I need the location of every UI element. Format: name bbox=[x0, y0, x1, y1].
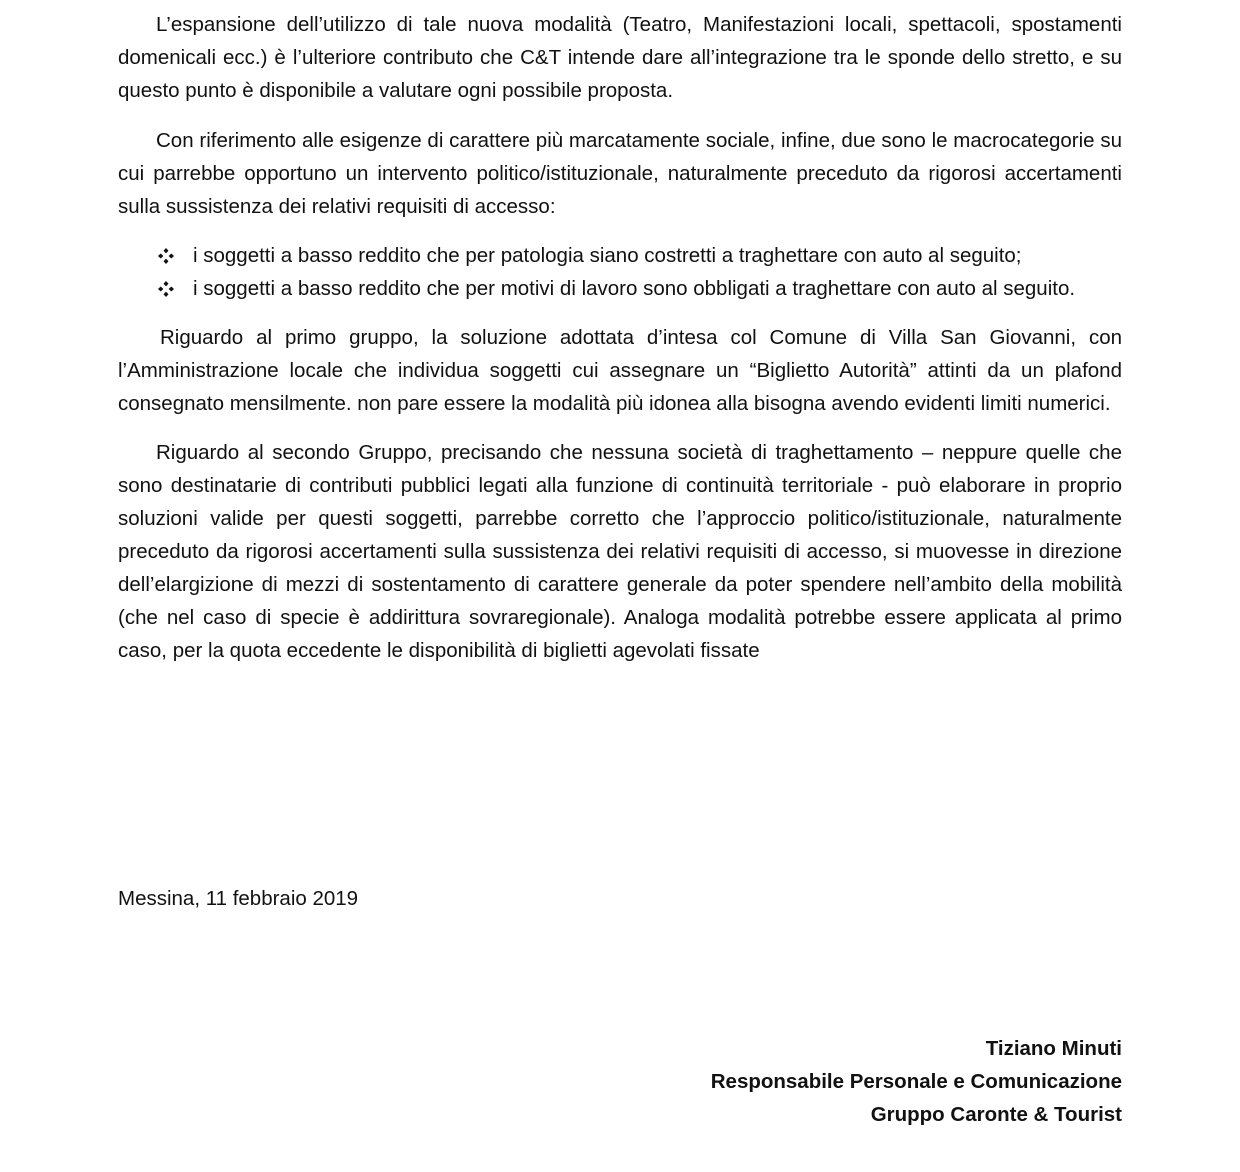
bullet-text: i soggetti a basso reddito che per motivi di lavoro sono obbligati a traghettare con auto al seguito. bbox=[193, 277, 1076, 300]
letter-body bbox=[118, 8, 1122, 667]
bullet-list bbox=[118, 239, 1122, 305]
paragraph-4: Riguardo al secondo Gruppo, precisando che nessuna società di traghettamento – neppure quelle che sono destinatarie di contributi pubblici legati alla funzione di continuità territoriale - può elaborare in proprio soluzioni valide per questi soggetti, parrebbe corretto che l’approccio politico/istituzionale, naturalmente preceduto da rigorosi accertamenti sulla sussistenza dei relativi requisiti di accesso, si muovesse in direzione dell’elargizione di mezzi di sostentamento di carattere generale da poter spendere nell’ambito della mobilità (che nel caso di specie è addirittura sovraregionale). Analoga modalità potrebbe essere applicata al primo caso, per la quota eccedente le disponibilità di biglietti agevolati fissate bbox=[118, 441, 1122, 662]
signatory-name: Tiziano Minuti bbox=[985, 1037, 1122, 1060]
paragraph-3: Riguardo al primo gruppo, la soluzione adottata d’intesa col Comune di Villa San Giovanni, con l’Amministrazione locale che individua soggetti cui assegnare un “Biglietto Autorità” attinti da un plafond consegnato mensilmente. non pare essere la modalità più idonea alla bisogna avendo evidenti limiti numerici. bbox=[118, 326, 1122, 415]
paragraph-2: Con riferimento alle esigenze di carattere più marcatamente sociale, infine, due sono le macrocategorie su cui parrebbe opportuno un intervento politico/istituzionale, naturalmente preceduto da rigorosi accertamenti sulla sussistenza dei relativi requisiti di accesso: bbox=[118, 129, 1122, 218]
bullet-text: i soggetti a basso reddito che per patologia siano costretti a traghettare con auto al seguito; bbox=[193, 244, 1022, 267]
place-date: Messina, 11 febbraio 2019 bbox=[118, 887, 359, 910]
signatory-company: Gruppo Caronte & Tourist bbox=[870, 1103, 1122, 1126]
list-item bbox=[118, 239, 1122, 272]
list-item bbox=[118, 272, 1122, 305]
four-diamond-bullet-icon bbox=[158, 248, 174, 264]
four-diamond-bullet-icon bbox=[158, 281, 174, 297]
signature-block bbox=[711, 1032, 1122, 1131]
signatory-role: Responsabile Personale e Comunicazione bbox=[710, 1070, 1122, 1093]
paragraph-1: L’espansione dell’utilizzo di tale nuova modalità (Teatro, Manifestazioni locali, spettacoli, spostamenti domenicali ecc.) è l’ulteriore contributo che C&T intende dare all’integrazione tra le sponde dello stretto, e su questo punto è disponibile a valutare ogni possibile proposta. bbox=[118, 13, 1122, 102]
